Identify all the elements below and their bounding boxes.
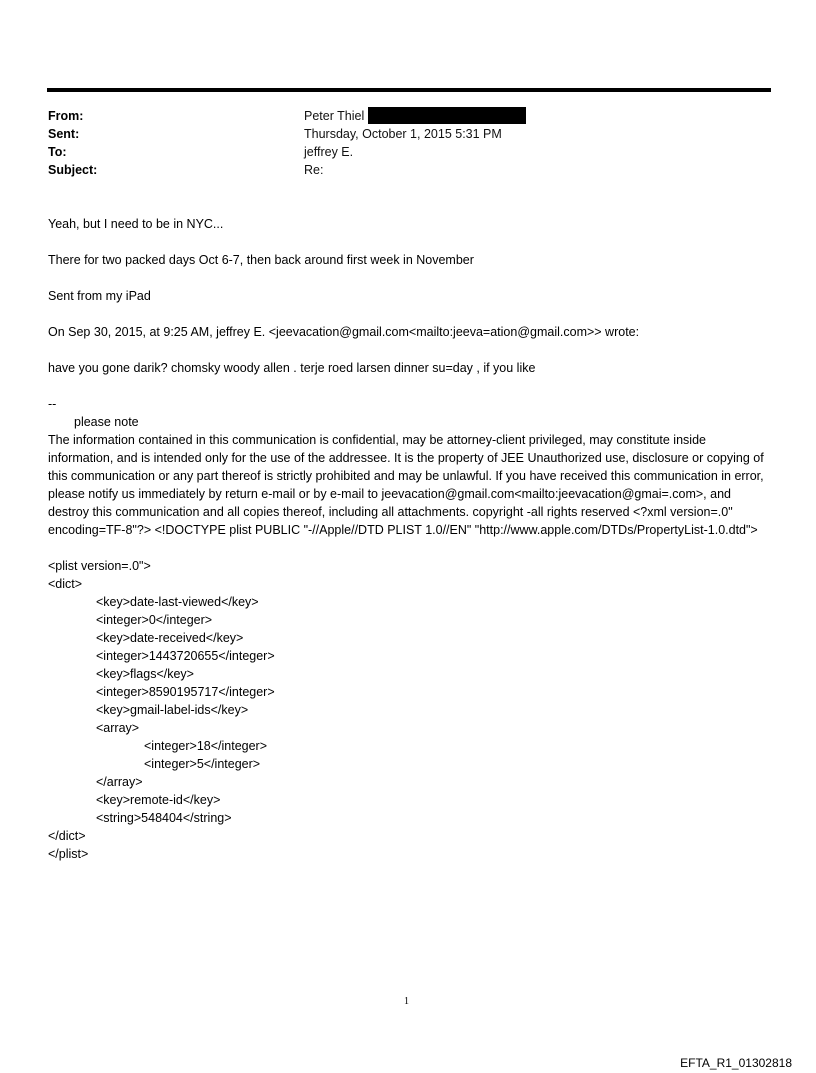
plist-line: <integer>18</integer> [144, 739, 268, 753]
plist-line: <plist version=.0"> [48, 559, 151, 573]
please-note: please note [74, 415, 139, 429]
redaction-box [368, 107, 526, 124]
subject-label: Subject: [48, 163, 98, 177]
to-value: jeffrey E. [304, 145, 354, 159]
sent-label: Sent: [48, 127, 80, 141]
quoted-message: have you gone darik? chomsky woody allen . terje roed larsen dinner su=day , if you like [48, 361, 536, 375]
plist-line: <integer>0</integer> [96, 613, 213, 627]
body-line: There for two packed days Oct 6-7, then back around first week in November [48, 253, 474, 267]
plist-line: <integer>5</integer> [144, 757, 261, 771]
from-name: Peter Thiel [304, 109, 365, 123]
sent-value: Thursday, October 1, 2015 5:31 PM [304, 127, 502, 141]
plist-line: <key>date-received</key> [96, 631, 244, 645]
plist-line: <key>flags</key> [96, 667, 194, 681]
plist-line: <key>remote-id</key> [96, 793, 221, 807]
to-row [48, 143, 354, 161]
subject-row [48, 161, 324, 179]
plist-line: </dict> [48, 829, 86, 843]
plist-line: </array> [96, 775, 143, 789]
plist-line: <key>date-last-viewed</key> [96, 595, 259, 609]
disclaimer: The information contained in this communication is confidential, may be attorney-client privileged, may constitute inside information, and is intended only for the use of the addressee. It is the property of JEE Unauthorized use, disclosure or copying of this communication or any part thereof is strictly prohibited and may be unlawful. If you have received this communication in error, please notify us immediately by return e-mail or by e-mail to jeevacation@gmail.com<mailto:jeevacation@gmai=.com>, and destroy this communication and all copies thereof, including all attachments. copyright -all rights reserved <?xml version=.0" encoding=TF-8"?> <!DOCTYPE plist PUBLIC "-//Apple//DTD PLIST 1.0//EN" "http://www.apple.com/DTDs/PropertyList-1.0.dtd"> [48, 433, 764, 537]
plist-line: <integer>1443720655</integer> [96, 649, 275, 663]
document-id: EFTA_R1_01302818 [680, 1056, 792, 1070]
to-label: To: [48, 145, 67, 159]
plist-line: <array> [96, 721, 140, 735]
from-label: From: [48, 109, 84, 123]
body-line: Yeah, but I need to be in NYC... [48, 217, 224, 231]
plist-line: <integer>8590195717</integer> [96, 685, 275, 699]
plist-line: <dict> [48, 577, 83, 591]
plist-line: <string>548404</string> [96, 811, 232, 825]
from-row [48, 107, 365, 125]
sent-row [48, 125, 502, 143]
body-line: Sent from my iPad [48, 289, 151, 303]
subject-value: Re: [304, 163, 324, 177]
plist-line: </plist> [48, 847, 89, 861]
from-value [304, 107, 526, 125]
page-number: 1 [404, 996, 409, 1007]
plist-line: <key>gmail-label-ids</key> [96, 703, 249, 717]
header-rule [47, 88, 771, 92]
signature-dash: -- [48, 397, 57, 411]
quoted-header: On Sep 30, 2015, at 9:25 AM, jeffrey E. <jeevacation@gmail.com<mailto:jeeva=ation@gmail.com>> wrote: [48, 325, 640, 339]
